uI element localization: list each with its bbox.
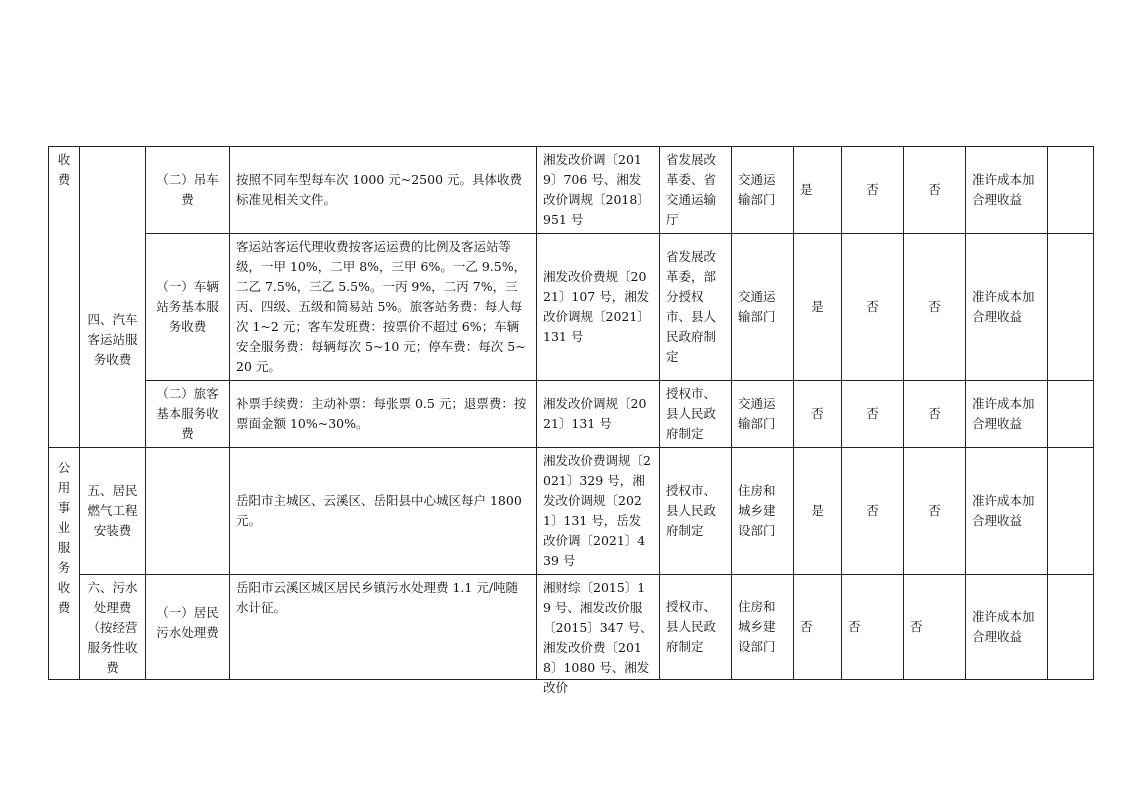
standard-cell: 岳阳市主城区、云溪区、岳阳县中心城区每户 1800 元。 <box>230 448 537 575</box>
authority-cell: 省发展改革委、省交通运输厅 <box>660 147 732 234</box>
department-cell: 住房和城乡建设部门 <box>732 575 794 680</box>
authority-cell: 授权市、县人民政府制定 <box>660 448 732 575</box>
blank-cell <box>1048 381 1094 448</box>
table-row <box>49 234 1094 381</box>
category-group-cell <box>49 381 80 448</box>
flag-b-cell: 否 <box>842 147 904 234</box>
flag-c-cell: 否 <box>904 234 966 381</box>
category-text: 六、污水处理费（按经营服务性收费 <box>87 580 138 675</box>
standard-cell: 客运站客运代理收费按客运运费的比例及客运站等级，一甲 10%，二甲 8%，三甲 6%。一乙 9.5%，二乙 7.5%，三乙 5.5%。一丙 9%，二丙 7%，三丙、四级、五级和简易站 5%。旅客站务费：每人每次 1~2 元；客车发班费：按票价不超过 6%；车辆安全服务费：每辆每次 5~10 元；停车费：每次 5~20 元。 <box>230 234 537 381</box>
blank-cell <box>1048 448 1094 575</box>
flag-a-cell: 是 <box>794 147 842 234</box>
flag-b-cell: 否 <box>842 575 904 680</box>
category-group-cell <box>49 147 80 234</box>
authority-cell: 授权市、县人民政府制定 <box>660 381 732 448</box>
table-row <box>49 381 1094 448</box>
blank-cell <box>1048 234 1094 381</box>
sub-item-cell: （二）吊车费 <box>146 147 230 234</box>
category-group-label: 公用事业服务收费 <box>57 460 71 615</box>
authority-cell: 省发展改革委，部分授权市、县人民政府制定 <box>660 234 732 381</box>
flag-c-cell: 否 <box>904 381 966 448</box>
blank-cell <box>1048 147 1094 234</box>
pricing-cell: 准许成本加合理收益 <box>966 234 1048 381</box>
standard-cell: 补票手续费：主动补票：每张票 0.5 元；退票费：按票面金额 10%~30%。 <box>230 381 537 448</box>
flag-c-cell: 否 <box>904 147 966 234</box>
category-cell <box>80 147 146 234</box>
flag-a-cell: 否 <box>794 575 842 680</box>
sub-item-cell: （一）车辆站务基本服务收费 <box>146 234 230 381</box>
flag-b-cell: 否 <box>842 381 904 448</box>
category-group-cell <box>49 448 80 680</box>
fee-table <box>48 146 1094 695</box>
flag-a-cell: 是 <box>794 448 842 575</box>
sub-item-cell <box>146 448 230 575</box>
blank-cell <box>1048 575 1094 680</box>
basis-cell: 湘发改价调〔2019〕706 号、湘发改价调规〔2018〕951 号 <box>537 147 660 234</box>
flag-a-cell: 否 <box>794 381 842 448</box>
table-row <box>49 575 1094 680</box>
department-cell: 交通运输部门 <box>732 234 794 381</box>
pricing-cell: 准许成本加合理收益 <box>966 448 1048 575</box>
category-group-label: 收费 <box>57 152 71 187</box>
category-group-cell <box>49 234 80 381</box>
category-cell <box>80 575 146 680</box>
category-cell: 五、居民燃气工程安装费 <box>80 448 146 575</box>
flag-c-cell: 否 <box>904 575 966 680</box>
basis-cell <box>537 575 660 695</box>
department-cell: 交通运输部门 <box>732 147 794 234</box>
basis-cell: 湘发改价费调规〔2021〕329 号，湘发改价调规〔2021〕131 号，岳发改价调〔2021〕439 号 <box>537 448 660 575</box>
department-cell: 交通运输部门 <box>732 381 794 448</box>
category-cell: 四、汽车客运站服务收费 <box>80 234 146 448</box>
authority-cell: 授权市、县人民政府制定 <box>660 575 732 680</box>
flag-a-cell: 是 <box>794 234 842 381</box>
table-row <box>49 448 1094 575</box>
pricing-cell: 准许成本加合理收益 <box>966 381 1048 448</box>
flag-b-cell: 否 <box>842 448 904 575</box>
basis-cell: 湘发改价调规〔2021〕131 号 <box>537 381 660 448</box>
standard-cell: 岳阳市云溪区城区居民乡镇污水处理费 1.1 元/吨随水计征。 <box>230 575 537 680</box>
flag-c-cell: 否 <box>904 448 966 575</box>
table-row <box>49 147 1094 234</box>
flag-b-cell: 否 <box>842 234 904 381</box>
standard-cell: 按照不同车型每车次 1000 元~2500 元。具体收费标准见相关文件。 <box>230 147 537 234</box>
basis-text: 湘财综〔2015〕19 号、湘发改价服〔2015〕347 号、湘发改价费〔2018〕1080 号、湘发改价 <box>543 580 653 695</box>
pricing-cell: 准许成本加合理收益 <box>966 147 1048 234</box>
department-cell: 住房和城乡建设部门 <box>732 448 794 575</box>
sub-item-cell: （二）旅客基本服务收费 <box>146 381 230 448</box>
basis-cell: 湘发改价费规〔2021〕107 号，湘发改价调规〔2021〕131 号 <box>537 234 660 381</box>
sub-item-cell: （一）居民污水处理费 <box>146 575 230 680</box>
pricing-cell: 准许成本加合理收益 <box>966 575 1048 680</box>
